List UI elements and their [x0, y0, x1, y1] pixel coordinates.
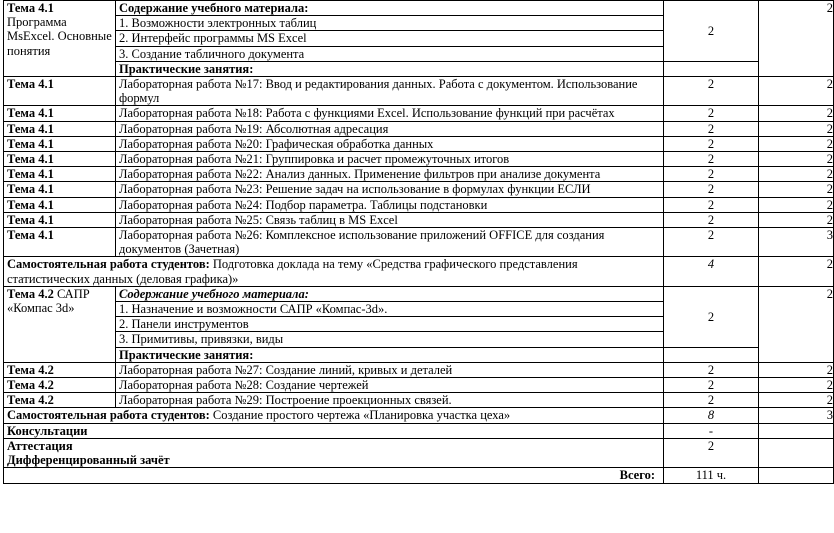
- table-row: [4, 423, 834, 438]
- level-cell: 2: [759, 167, 834, 182]
- table-row: [4, 121, 834, 136]
- content-item: 1. Возможности электронных таблиц: [116, 16, 664, 31]
- table-row: [4, 182, 834, 197]
- hours-cell: 2: [664, 152, 759, 167]
- lab-text: Лабораторная работа №24: Подбор параметра. Таблицы подстановки: [116, 197, 664, 212]
- hours-cell: 2: [664, 438, 759, 467]
- hours-cell: [664, 347, 759, 362]
- level-cell: 2: [759, 1, 834, 77]
- table-row: [4, 136, 834, 151]
- theme-label: Тема 4.2: [4, 393, 116, 408]
- lab-text: Лабораторная работа №17: Ввод и редактирования данных. Работа с документом. Использование формул: [116, 77, 664, 106]
- table-row: [4, 61, 834, 76]
- theme-label: Тема 4.1: [4, 121, 116, 136]
- theme-label: Тема 4.1: [4, 212, 116, 227]
- hours-cell: 2: [664, 228, 759, 257]
- level-cell: 2: [759, 362, 834, 377]
- theme-label: Тема 4.1: [7, 1, 54, 15]
- lab-text: Лабораторная работа №27: Создание линий, кривых и деталей: [116, 362, 664, 377]
- level-cell: 2: [759, 136, 834, 151]
- content-item: 1. Назначение и возможности САПР «Компас-3d».: [116, 302, 664, 317]
- level-cell: 2: [759, 197, 834, 212]
- self-work-cell: [4, 408, 664, 423]
- attest-label: Аттестация: [7, 438, 73, 453]
- level-cell: [759, 423, 834, 438]
- hours-cell: [664, 61, 759, 76]
- table-row: [4, 393, 834, 408]
- table-row: [4, 286, 834, 301]
- practice-header: Практические занятия:: [116, 61, 664, 76]
- theme-label: Тема 4.1: [4, 167, 116, 182]
- table-row: [4, 468, 834, 483]
- level-cell: 3: [759, 408, 834, 423]
- hours-cell: 2: [664, 182, 759, 197]
- theme-cell: [4, 286, 116, 362]
- level-cell: 2: [759, 378, 834, 393]
- hours-cell: 2: [664, 378, 759, 393]
- hours-cell: 2: [664, 106, 759, 121]
- theme-label: Тема 4.1: [4, 182, 116, 197]
- content-header: Содержание учебного материала:: [116, 286, 664, 301]
- table-row: [4, 152, 834, 167]
- hours-cell: -: [664, 423, 759, 438]
- theme-label: Тема 4.1: [4, 228, 116, 257]
- table-row: [4, 257, 834, 286]
- lab-text: Лабораторная работа №18: Работа с функциями Excel. Использование функций при расчётах: [116, 106, 664, 121]
- content-item: 2. Интерфейс программы MS Excel: [116, 31, 664, 46]
- self-work-text: Создание простого чертежа «Планировка участка цеха»: [209, 408, 511, 423]
- lab-text: Лабораторная работа №22: Анализ данных. Применение фильтров при анализе документа: [116, 167, 664, 182]
- lab-text: Лабораторная работа №19: Абсолютная адресация: [116, 121, 664, 136]
- hours-cell: 2: [664, 167, 759, 182]
- content-item: 2. Панели инструментов: [116, 317, 664, 332]
- theme-title: САПР «Компас 3d»: [7, 286, 90, 316]
- level-cell: 2: [759, 182, 834, 197]
- table-row: [4, 378, 834, 393]
- level-cell: [759, 468, 834, 483]
- hours-cell: 2: [664, 121, 759, 136]
- table-row: [4, 408, 834, 423]
- lab-text: Лабораторная работа №20: Графическая обработка данных: [116, 136, 664, 151]
- self-work-label: Самостоятельная работа студентов:: [7, 408, 210, 423]
- hours-cell: 2: [664, 393, 759, 408]
- total-hours: 111 ч.: [664, 468, 759, 483]
- theme-label: Тема 4.1: [4, 152, 116, 167]
- attest-cell: [4, 438, 664, 467]
- level-cell: 3: [759, 228, 834, 257]
- hours-cell: 2: [664, 212, 759, 227]
- practice-header: Практические занятия:: [116, 347, 664, 362]
- theme-label: Тема 4.1: [4, 136, 116, 151]
- theme-label: Тема 4.2: [4, 362, 116, 377]
- self-work-text: Подготовка доклада на тему «Средства графического представления статистических данных (деловая графика)»: [7, 257, 578, 286]
- theme-cell: [4, 1, 116, 77]
- self-work-label: Самостоятельная работа студентов:: [7, 257, 210, 272]
- level-cell: 2: [759, 121, 834, 136]
- lab-text: Лабораторная работа №28: Создание чертежей: [116, 378, 664, 393]
- theme-title: Программа MsExcel. Основные понятия: [7, 15, 112, 58]
- curriculum-table: [3, 0, 834, 484]
- diff-credit-label: Дифференцированный зачёт: [7, 453, 170, 468]
- table-row: [4, 1, 834, 16]
- hours-cell: 4: [664, 257, 759, 286]
- lab-text: Лабораторная работа №23: Решение задач на использование в формулах функции ЕСЛИ: [116, 182, 664, 197]
- table-row: [4, 347, 834, 362]
- level-cell: [759, 438, 834, 467]
- table-row: [4, 167, 834, 182]
- consult-label: Консультации: [4, 423, 664, 438]
- lab-text: Лабораторная работа №29: Построение проекционных связей.: [116, 393, 664, 408]
- table-row: [4, 438, 834, 467]
- level-cell: 2: [759, 77, 834, 106]
- level-cell: 2: [759, 286, 834, 362]
- hours-cell: 2: [664, 136, 759, 151]
- lab-text: Лабораторная работа №25: Связь таблиц в MS Excel: [116, 212, 664, 227]
- level-cell: 2: [759, 257, 834, 286]
- content-item: 3. Примитивы, привязки, виды: [116, 332, 664, 347]
- table-row: [4, 228, 834, 257]
- hours-cell: 2: [664, 286, 759, 347]
- table-row: [4, 106, 834, 121]
- content-item: 3. Создание табличного документа: [116, 46, 664, 61]
- hours-cell: 2: [664, 197, 759, 212]
- hours-cell: 8: [664, 408, 759, 423]
- self-work-cell: [4, 257, 664, 286]
- table-row: [4, 362, 834, 377]
- table-row: [4, 77, 834, 106]
- total-label: Всего:: [4, 468, 664, 483]
- theme-label: Тема 4.2: [7, 286, 54, 301]
- theme-label: Тема 4.1: [4, 77, 116, 106]
- hours-cell: 2: [664, 77, 759, 106]
- lab-text: Лабораторная работа №21: Группировка и расчет промежуточных итогов: [116, 152, 664, 167]
- theme-label: Тема 4.1: [4, 197, 116, 212]
- table-row: [4, 197, 834, 212]
- level-cell: 2: [759, 106, 834, 121]
- theme-label: Тема 4.1: [4, 106, 116, 121]
- level-cell: 2: [759, 393, 834, 408]
- hours-cell: 2: [664, 1, 759, 62]
- lab-text: Лабораторная работа №26: Комплексное использование приложений OFFICE для создания документов (Зачетная): [116, 228, 664, 257]
- hours-cell: 2: [664, 362, 759, 377]
- level-cell: 2: [759, 212, 834, 227]
- table-row: [4, 212, 834, 227]
- theme-label: Тема 4.2: [4, 378, 116, 393]
- level-cell: 2: [759, 152, 834, 167]
- content-header: Содержание учебного материала:: [116, 1, 664, 16]
